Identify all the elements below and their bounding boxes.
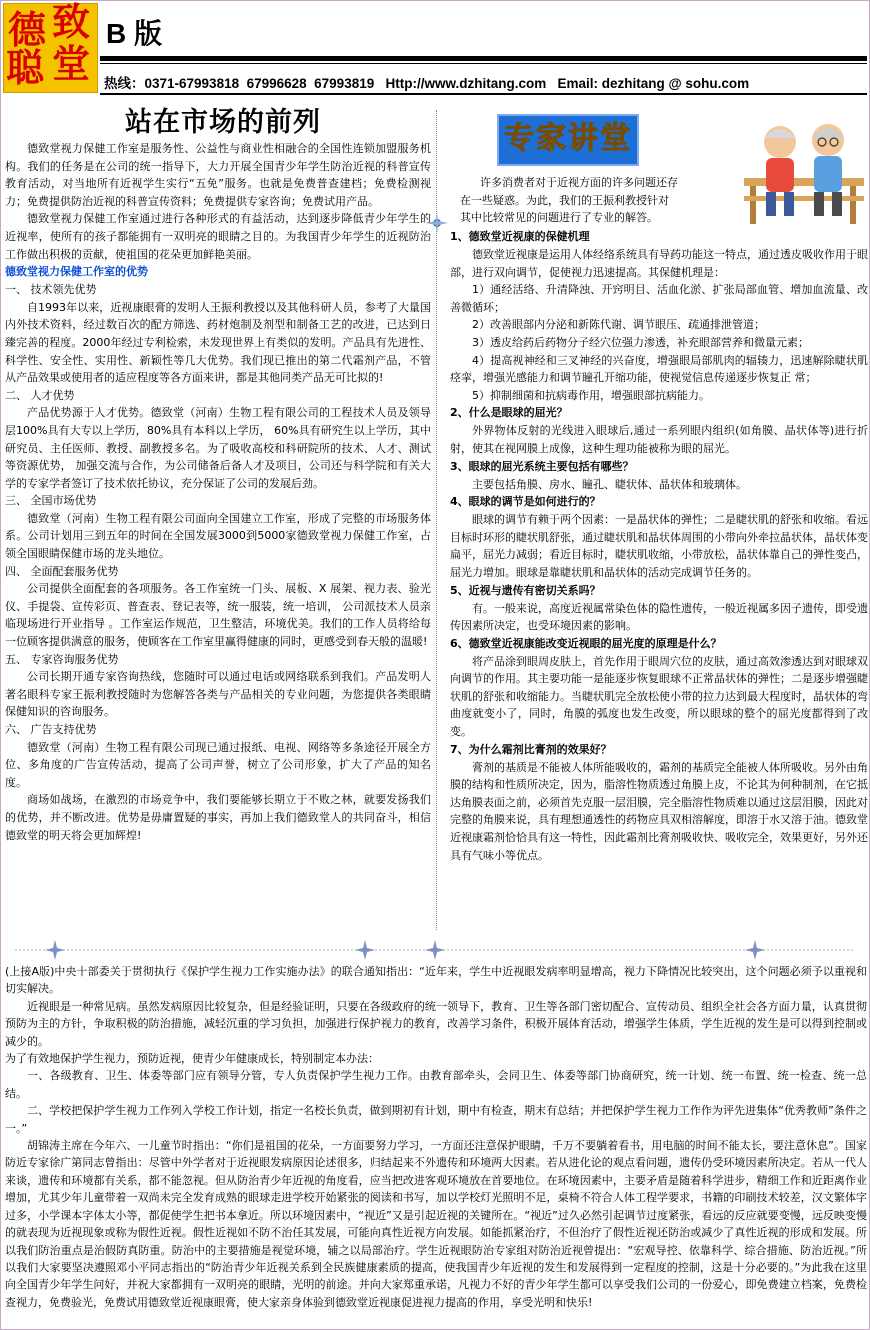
header-rule-bottom bbox=[100, 93, 867, 95]
qa-question: 2、什么是眼球的屈光？ bbox=[450, 406, 568, 420]
bottom-paragraph: 二、学校把保护学生视力工作列入学校工作计划，指定一名校长负责，做到期初有计划，期中有检查，期末有总结；并把保护学生视力工作作为评先进集体“优秀教师”条件之一。” bbox=[5, 1104, 867, 1135]
section-paragraph: 商场如战场，在激烈的市场竞争中，我们要能够长期立于不败之林，就要发扬我们的优势，并不断改进。优势是毋庸置疑的事实，再加上我们德致堂人的共同奋斗，相信德致堂的明天将会更加辉煌! bbox=[5, 793, 431, 842]
section-paragraph: 产品优势源于人才优势。德致堂（河南）生物工程有限公司的工程技术人员及领导层100%具有大专以上学历，80%具有本科以上学历， 60%具有研究生以上学历，其中研究员、主任医师、教授、副教授多名。为了吸收高校和科研院所的技术、人才、测试等资源优势， 加强交流与合作，为公司储备后备人才及项目，公司还与科学院和有关大学的专家学者签订了技术依托协议，充分保证了公司的发展后劲。 bbox=[5, 406, 431, 490]
qa-question: 3、眼球的屈光系统主要包括有哪些？ bbox=[450, 459, 634, 473]
logo-char: 聪 bbox=[6, 45, 45, 90]
qa-answer: 2）改善眼部内分泌和新陈代谢、调节眼压、疏通排泄管道； bbox=[472, 318, 765, 332]
expert-lecture-title: 专家讲堂 bbox=[504, 121, 632, 156]
qa-question: 4、眼球的调节是如何进行的？ bbox=[450, 495, 601, 509]
qa-question: 5、近视与遗传有密切关系吗？ bbox=[450, 583, 601, 597]
intro-paragraph: 德致堂视力保健工作室是服务性、公益性与商业性相融合的全国性连锁加盟服务机构。我们的任务是在公司的统一指导下，大力开展全国青少年学生防治近视的科普宣传教育活动，对当地所有近视学生实行“五免”服务。也就是免费普查建档；免费检测视力；免费提供防治近视的科普宣传资料；免费提供专家咨询；免费试用产品。 bbox=[5, 142, 431, 208]
expert-intro-line: 在一些疑惑。为此，我们的王振利教授针对 bbox=[460, 193, 669, 207]
section-title: 三、 全国市场优势 bbox=[5, 494, 97, 508]
contact-hotline: 热线：0371-67993818 67996628 67993819 Http://www.dzhitang.com Email: dezhitang @ sohu.com bbox=[104, 76, 750, 91]
qa-answer: 主要包括角膜、房水、瞳孔、睫状体、晶状体和玻璃体。 bbox=[472, 477, 747, 491]
bottom-paragraph: 胡锦涛主席在今年六、一儿童节时指出：“你们是祖国的花朵，一方面要努力学习，一方面还注意保护眼睛，千万不要躺着看书，用电脑的时间不能太长，要注意休息”。国家防近专家徐广第同志曾指出：尽管中外学者对于近视眼发病原因论述很多，归结起来不外遗传和环境两大因素。若从进化论的观点看问题，遗传仍受环境因素所决定。若从一代人来谈，遗传和环境都有关系，都不能忽视。但从防治青少年近视的角度看，应当把改进客观环境放在首要地位。在环境因素中，主要矛盾是随着科学进步，精细工作和近距离作业增加，尤其少年儿童带着一双尚未完全发育成熟的眼球走进学校开始紧张的阅读和书写，加以学校灯光照明不足，桌椅不符合人体工程学要求，书籍的印刷技术较差，汉文繁体字过多，小学课本字体太小等，都促使学生把书本拿近。所以环境因素中，“视近”又是引起近视的关键所在。“视近”过久必然引起调节过度紧张，看远的反应就要变慢，远反映变慢的就表现为近视现象或称为假性近视。假性近视如不防不治任其发展，可能向真性近视方向发展。如能抓紧治疗，不但治疗了假性近视还防治或减少了真性近视的形成和发展。所以我们防治重点是治假防真防重。防治中的主要措施是视觉环境，辅之以局部治疗。学生近视眼防治专家组对防治近视曾提出：“宏观导控、依靠科学、综合措施、防治近视。”所以我们大家要坚决遵照邓小平同志指出的“防治青少年近视关系到全民族健康素质的提高，使我国青少年近视的发生和发展得到一定程度的控制，这是十分必要的。”为此我在这里向全国青少年学生问好，并祝大家都拥有一双明亮的眼睛，光明的前途。并向大家郑重承诺，凡视力不好的青少年学生都可以享受我们公司的一份爱心，即免费建立档案，免费检查视力，免费验光，免费试用德致堂近视康眼膏，使大家亲身体验到德致堂近视康促进视力提高的作用，享受光明和快乐! bbox=[5, 1139, 867, 1309]
section-paragraph: 公司长期开通专家咨询热线，您随时可以通过电话或网络联系到我们。产品发明人著名眼科专家王振利教授随时为您解答各类与产品相关的专业问题，为您提供各类眼睛保健知识的咨询服务。 bbox=[5, 670, 431, 719]
bottom-paragraph: 一、各级教育、卫生、体委等部门应有领导分管，专人负责保护学生视力工作。由教育部牵头，会同卫生、体委等部门协商研究，统一计划、统一布置、统一检查、统一总结。 bbox=[5, 1069, 867, 1100]
bottom-paragraph: 近视眼是一种常见病。虽然发病原因比较复杂，但是经验证明，只要在各级政府的统一领导下，教育、卫生等各部门密切配合、宣传动员、组织全社会各方面力量，认真贯彻预防为主的方针，争取积极的防治措施，减轻沉重的学习负担，加强进行保护视力的教育，改善学习条件，积极开展体育活动，增强学生体质，学生近视的发生是可以得到控制或减少的。 bbox=[5, 999, 867, 1048]
bottom-paragraph: (上接A版)中央十部委关于贯彻执行《保护学生视力工作实施办法》的联合通知指出：“近年来，学生中近视眼发病率明显增高，视力下降情况比较突出，这个问题必须予以重视和切实解决。 bbox=[5, 965, 867, 996]
bottom-article bbox=[5, 963, 867, 1311]
qa-answer: 3）透皮给药后药物分子经穴位强力渗透，补充眼部营养和微量元素； bbox=[472, 335, 809, 349]
qa-answer: 膏剂的基质是不能被人体所能吸收的，霜剂的基质完全能被人体所吸收。另外由角膜的结构和性质所决定，因为，脂溶性物质透过角膜上皮，不论其为何种制剂，在它抵达角膜表面之前，必须首先克服一层泪膜，完全脂溶性物质难以通过这层泪膜，因此对完整的角膜来说，具有理想通透性的药物应具双相溶解度，即溶于水又溶于油。德致堂近视康霜剂恰恰具有这一特性，因此霜剂比膏剂吸收快、吸收完全，效果更好，另外还具有气味小等优点。 bbox=[450, 760, 868, 862]
header-rule-thin bbox=[100, 63, 867, 64]
expert-intro-line: 其中比较常见的问题进行了专业的解答。 bbox=[460, 211, 658, 225]
section-paragraph: 德致堂（河南）生物工程有限公司现已通过报纸、电视、网络等多条途径开展全方位、多角度的广告宣传活动，提高了公司声誉，树立了公司形象，扩大了产品的知名度。 bbox=[5, 740, 431, 789]
edition-label: B 版 bbox=[106, 18, 163, 49]
section-paragraph: 自1993年以来，近视康眼膏的发明人王振利教授以及其他科研人员，参考了大量国内外技术资料，经过数百次的配方筛选、药材炮制及剂型和制备工艺的改进，已达到日臻完善的程度。2000年经过专利检索，未发现世界上有类似的发明。产品具有先进性、科学性、安全性、实用性、新颖性等几大优势。我们现已推出的第二代霜剂产品，不管从产品效果或使用者的适应程度等各方面来讲，都是其他同类产品无可比拟的! bbox=[5, 300, 431, 385]
elderly-couple-illustration-icon bbox=[740, 108, 868, 226]
section-paragraph: 德致堂（河南）生物工程有限公司面向全国建立工作室，形成了完整的市场服务体系。公司计划用三到五年的时间在全国发展3000到5000家德致堂视力保健工作室，占领全国眼睛保健市场的龙头地位。 bbox=[5, 511, 431, 561]
expert-banner bbox=[450, 106, 868, 228]
qa-answer: 1）通经活络、升清降浊、开窍明目、活血化淤、扩张局部血管、增加血流量、改善微循环； bbox=[450, 283, 868, 314]
section-paragraph: 公司提供全面配套的各项服务。各工作室统一门头、展板、X 展架、视力表、验光仪、手提袋、宣传彩页、普查表、登记表等，统一服装，统一培训， 公司派技术人员亲临现场进行开业指导 。工作室运作规范，卫生整洁，环境优美。我们的工作人员将给每一位顾客提供满意的服务，使顾客在工作室里赢得健康的同时，更感受到春天般的温暖! bbox=[5, 582, 431, 649]
decorative-separator bbox=[15, 940, 855, 960]
section-title: 四、 全面配套服务优势 bbox=[5, 564, 119, 578]
expert-lecture-badge bbox=[497, 114, 639, 166]
qa-answer: 眼球的调节有赖于两个因素：一是晶状体的弹性；二是睫状肌的舒张和收缩。看远目标时环形的睫状肌舒张，通过睫状肌和晶状体周围的小带向外牵拉晶状体，晶状体变扁平，屈光力减弱；看近目标时，睫状肌收缩，小带放松，晶状体靠自己的弹性变凸，屈光力增加。眼球是靠睫状肌和晶状体的活动完成调节任务的。 bbox=[450, 513, 868, 579]
section-title: 六、 广告支持优势 bbox=[5, 723, 97, 736]
section-title: 二、 人才优势 bbox=[5, 388, 75, 402]
left-column bbox=[5, 106, 431, 844]
qa-question: 6、德致堂近视康能改变近视眼的屈光度的原理是什么？ bbox=[450, 636, 722, 650]
right-column bbox=[450, 106, 868, 864]
logo-char: 堂 bbox=[52, 41, 91, 86]
intro-paragraph: 德致堂视力保健工作室通过进行各种形式的有益活动，达到逐步降低青少年学生的近视率，使所有的孩子都能拥有一双明亮的眼睛之目的。为我国青少年学生的近视防治工作做出积极的贡献，使祖国的花朵更加鲜艳美丽。 bbox=[5, 212, 431, 261]
qa-answer: 4）提高视神经和三叉神经的兴奋度，增强眼局部肌肉的辐辏力，迅速解除睫状肌痉挛，增强光感能力和调节瞳孔开缩功能，使视觉信息传递逐步恢复正 常； bbox=[450, 353, 868, 385]
article-title: 站在市场的前列 bbox=[125, 107, 321, 138]
advantage-heading: 德致堂视力保健工作室的优势 bbox=[5, 265, 148, 279]
section-title: 五、 专家咨询服务优势 bbox=[5, 652, 119, 666]
qa-question: 1、德致堂近视康的保健机理 bbox=[450, 230, 590, 243]
expert-intro-line: 许多消费者对于近视方面的许多问题还存 bbox=[480, 176, 678, 189]
qa-answer: 将产品涂到眼周皮肤上，首先作用于眼周穴位的皮肤，通过高效渗透达到对眼球双向调节的作用。其主要功能一是能逐步恢复眼球不正常晶状体的弹性；二是逐步增强睫状肌的舒张和收缩能力。当睫状肌完全放松使小带的拉力达到最大程度时，晶状体的弯曲度就变小了，同时，角膜的弧度也发生改变，所以眼球的整个的屈光度都得到了改变。 bbox=[450, 654, 868, 739]
section-title: 一、 技术领先优势 bbox=[5, 283, 97, 297]
header-rule bbox=[100, 56, 867, 61]
brand-logo bbox=[3, 0, 98, 93]
logo-char: 致 bbox=[52, 0, 91, 44]
qa-answer: 德致堂近视康是运用人体经络系统具有导药功能这一特点，通过透皮吸收作用于眼部，进行双向调节，促使视力迅速提高。其保健机理是： bbox=[450, 248, 868, 279]
qa-question: 7、为什么霜剂比膏剂的效果好？ bbox=[450, 742, 612, 756]
qa-answer: 5）抑制细菌和抗病毒作用，增强眼部抗病能力。 bbox=[472, 388, 710, 402]
qa-answer: 外界物体反射的光线进入眼球后,通过一系列眼内组织(如角膜、晶状体等)进行折射，使其在视网膜上成像，这种生理功能被称为眼的屈光。 bbox=[450, 424, 868, 455]
logo-char: 德 bbox=[8, 7, 47, 52]
bottom-paragraph: 为了有效地保护学生视力，预防近视，使青少年健康成长，特别制定本办法： bbox=[5, 1052, 379, 1066]
expert-intro bbox=[450, 174, 750, 227]
qa-answer: 有。一般来说，高度近视属常染色体的隐性遗传，一般近视属多因子遗传，即受遗传因素所决定，也受环境因素的影响。 bbox=[450, 601, 868, 633]
sparkle-ornament-icon bbox=[426, 212, 448, 234]
